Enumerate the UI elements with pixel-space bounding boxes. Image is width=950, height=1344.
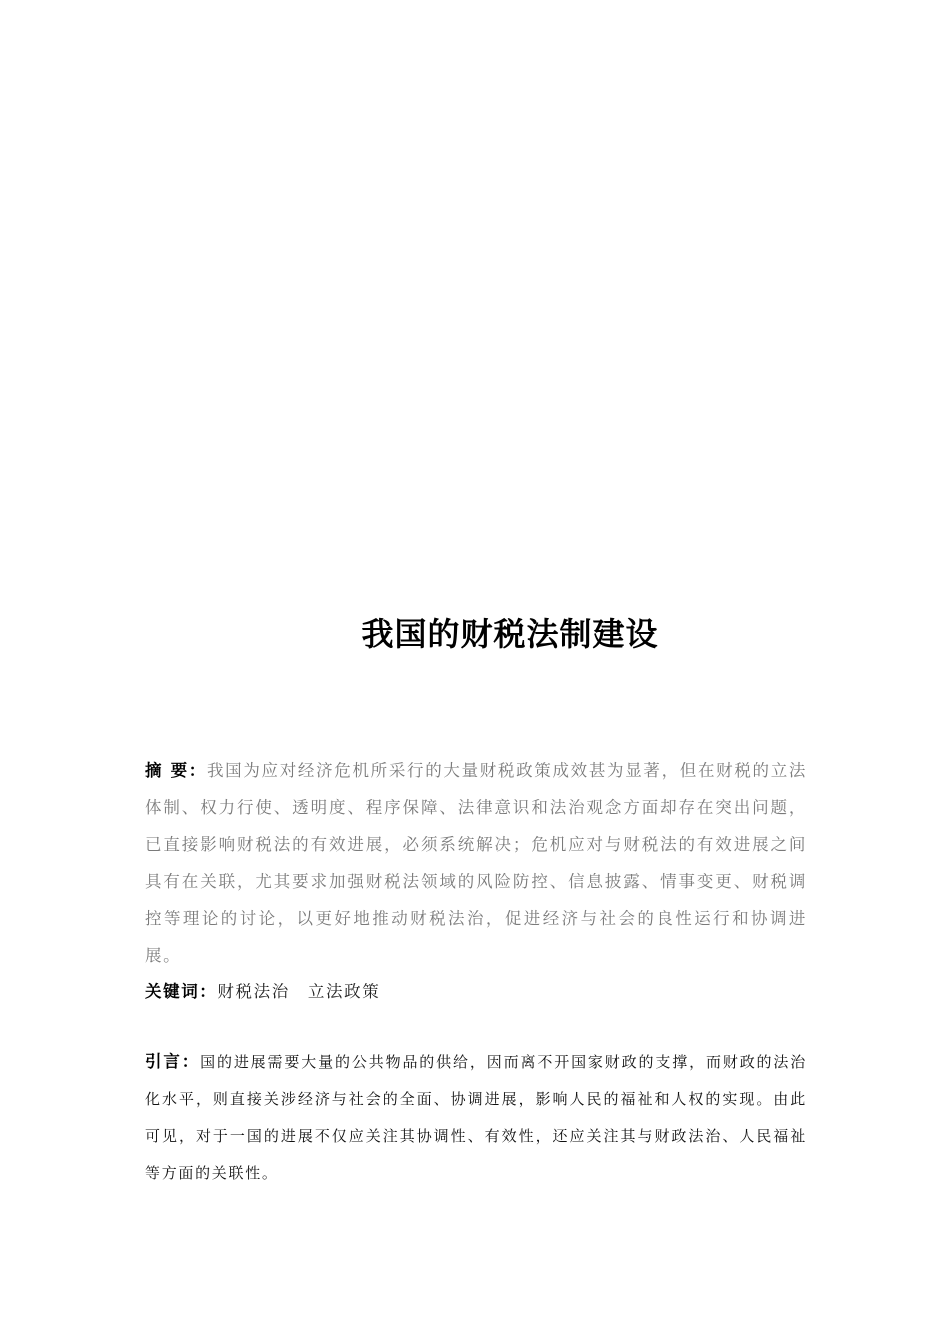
keywords-label: 关键词：	[145, 982, 218, 1001]
keywords-text: 财税法治 立法政策	[217, 982, 381, 1001]
abstract-paragraph	[145, 752, 807, 974]
keywords-line	[145, 973, 807, 1010]
document-title: 我国的财税法制建设	[361, 615, 659, 653]
intro-paragraph	[145, 1043, 807, 1192]
intro-label: 引言：	[145, 1052, 201, 1071]
abstract-text: 我国为应对经济危机所采行的大量财税政策成效甚为显著，但在财税的立法体制、权力行使、透明度、程序保障、法律意识和法治观念方面却存在突出问题，已直接影响财税法的有效进展，必须系统解决；危机应对与财税法的有效进展之间具有在关联，尤其要求加强财税法领域的风险防控、信息披露、情事变更、财税调控等理论的讨论，以更好地推动财税法治，促进经济与社会的良性运行和协调进展。	[145, 761, 807, 965]
abstract-label: 摘 要：	[145, 761, 207, 780]
intro-text: 国的进展需要大量的公共物品的供给，因而离不开国家财政的支撑，而财政的法治化水平，则直接关涉经济与社会的全面、协调进展，影响人民的福祉和人权的实现。由此可见，对于一国的进展不仅应关注其协调性、有效性，还应关注其与财政法治、人民福祉等方面的关联性。	[145, 1053, 807, 1182]
